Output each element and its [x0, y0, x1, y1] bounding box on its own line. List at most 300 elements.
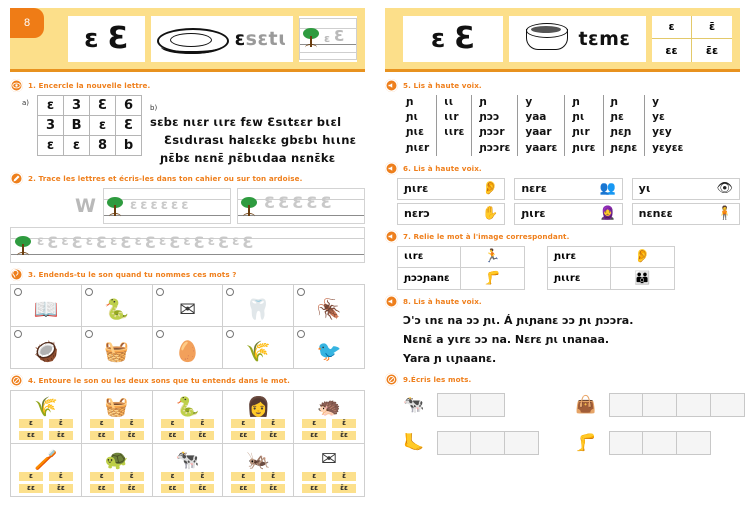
word-label: nɛnɛɛ — [638, 207, 673, 221]
syllable: ɩɩ — [444, 96, 454, 108]
word-label: nɛrɛ — [521, 182, 547, 196]
trace-letter: Ɛ — [71, 233, 83, 253]
sound-option[interactable]: ɛ — [161, 419, 185, 428]
sound-option[interactable]: ɛɛ — [90, 484, 114, 493]
sound-choice-cell[interactable] — [294, 391, 365, 444]
sound-option[interactable]: ɛ̄ — [49, 419, 73, 428]
exercise-4-grid[interactable] — [10, 390, 365, 497]
word-image-box[interactable] — [514, 203, 622, 225]
word-image-box[interactable] — [397, 178, 505, 200]
exercise-3-head — [10, 268, 365, 281]
header-word-box — [509, 16, 646, 62]
image-cell[interactable] — [294, 285, 365, 327]
eye-icon: 👁 — [716, 181, 733, 197]
syllable: ɩɩrɛ — [444, 126, 465, 139]
grid-cell[interactable]: ɛ — [90, 116, 116, 136]
snake-icon: 🐍 — [104, 296, 130, 321]
match-word[interactable]: ɲɩɩrɛ — [547, 268, 611, 290]
letter-lowercase: ɛ — [84, 23, 99, 54]
coconut-icon: 🥥 — [33, 338, 59, 363]
trace-letter: Ɛ — [169, 233, 181, 253]
sound-option[interactable]: ɛ̄ɛ — [261, 484, 285, 493]
exercise-9-head — [385, 373, 740, 386]
grid-cell[interactable]: Ɛ — [116, 116, 142, 136]
syllable: yɛy — [652, 126, 672, 139]
trace-letter: Ɛ — [217, 233, 230, 253]
trace-box-lowercase[interactable] — [103, 188, 231, 224]
match-word[interactable]: ɲɔɔɲanɛ — [397, 268, 461, 290]
letter-box[interactable] — [471, 431, 505, 455]
syllable: ɲɔɔ — [479, 111, 500, 124]
image-cell[interactable] — [82, 285, 153, 327]
trace-letter: ɛ — [232, 234, 240, 250]
right-page — [375, 0, 750, 530]
exercise-5-head — [385, 79, 740, 92]
eye-icon — [10, 79, 23, 92]
exercise-3-title: 3. Endends-tu le son quand tu nommes ces mots ? — [28, 270, 237, 280]
syllable: ɲɩr — [572, 126, 590, 139]
sugarcane-icon: 🌾 — [34, 395, 58, 418]
image-cell[interactable] — [11, 327, 82, 369]
sound-option[interactable]: ɛ — [19, 472, 43, 481]
word-label: yɩ — [638, 182, 651, 196]
pencil-circle-icon — [10, 374, 23, 387]
left-header-band — [10, 8, 365, 72]
word-image-box[interactable] — [397, 203, 505, 225]
sound-option[interactable]: ɛ̄ — [190, 472, 214, 481]
pencil-icon — [10, 172, 23, 185]
exercise-2 — [10, 172, 365, 263]
basket-icon — [524, 22, 570, 56]
match-group-right[interactable] — [547, 246, 675, 290]
foot-icon: 🦶 — [403, 432, 425, 453]
sound-option[interactable]: ɛɛ — [90, 431, 114, 440]
trace-letter: ɛ — [183, 234, 191, 250]
letter-boxes[interactable] — [609, 431, 711, 455]
sound-options[interactable] — [13, 472, 79, 493]
toothbrush-icon: 🪥 — [34, 448, 58, 471]
sound-choice-cell[interactable] — [11, 391, 82, 444]
syllable: ɲ — [406, 96, 414, 108]
letter-box[interactable] — [677, 393, 711, 417]
trace-letter: ɛ — [61, 234, 69, 250]
exercise-3-image-grid[interactable] — [10, 284, 365, 369]
basket-icon: 🧺 — [104, 395, 129, 418]
sound-options[interactable] — [155, 419, 221, 440]
header-word-box — [151, 16, 293, 62]
word-line: sɛbɛ nɩɛr ɩɩrɛ fɛw Ɛsɩtɛɛr bɩɛl — [150, 115, 342, 129]
grid-cell[interactable]: 6 — [116, 96, 142, 116]
exercise-1-body — [10, 95, 365, 167]
syllable: yɛ — [652, 111, 665, 124]
sound-option[interactable]: ɛ — [231, 419, 255, 428]
eggs-icon: 🥚 — [175, 338, 200, 363]
grid-cell[interactable]: ɛ — [38, 96, 64, 116]
exercise-9-left-column[interactable] — [397, 390, 539, 458]
syllable: ɲɔɔr — [479, 126, 505, 139]
match-word-column[interactable] — [547, 246, 611, 290]
grid-cell[interactable]: b — [116, 136, 142, 156]
sound-option[interactable]: ɛ̄ɛ — [49, 431, 73, 440]
sound-option[interactable]: ɛ — [90, 472, 114, 481]
trace-letter: ɛ — [37, 234, 45, 250]
person-carrying-icon: 🧍 — [716, 206, 733, 222]
trace-letter: ɛ — [181, 198, 189, 214]
trace-letter: Ɛ — [47, 233, 59, 253]
sound-option[interactable]: ɛ — [19, 419, 43, 428]
trace-letter: Ɛ — [144, 233, 156, 253]
exercise-1-label-b: b) — [150, 104, 158, 112]
exercise-6-head — [385, 162, 740, 175]
plate-icon — [157, 24, 227, 54]
trace-letter: Ɛ — [264, 193, 276, 213]
match-image-column[interactable] — [461, 246, 525, 290]
trace-box-full-line[interactable] — [10, 227, 365, 263]
exercise-4-head — [10, 374, 365, 387]
trace-box-uppercase[interactable] — [237, 188, 365, 224]
sound-option[interactable]: ɛ̄ — [120, 472, 144, 481]
trace-letter: ɛ — [160, 198, 168, 214]
letter-box[interactable] — [609, 431, 643, 455]
trace-letter: ɛ — [150, 198, 158, 214]
sound-options[interactable] — [84, 472, 150, 493]
legs-icon: 🦵 — [575, 432, 597, 453]
letter-box[interactable] — [711, 393, 745, 417]
speaker-icon — [385, 230, 398, 243]
letter-lowercase: ɛ — [430, 23, 446, 54]
sound-choice-cell[interactable] — [82, 391, 153, 444]
word-label: nɛrɔ — [404, 207, 430, 221]
exercise-1 — [10, 79, 365, 167]
sound-option[interactable]: ɛ̄ — [49, 472, 73, 481]
cow-icon: 🐄 — [403, 394, 425, 415]
trace-letter: Ɛ — [242, 233, 254, 253]
exercise-2-top-row — [10, 188, 365, 224]
trace-letter: Ɛ — [320, 193, 332, 213]
exercise-6-title: 6. Lis à haute voix. — [403, 163, 482, 173]
exercise-9 — [385, 373, 740, 458]
word-label: ɲɩrɛ — [521, 207, 546, 221]
exercise-7 — [385, 230, 740, 290]
trace-letter: Ɛ — [96, 233, 108, 253]
syllable: y — [652, 96, 660, 108]
header-word: tɛmɛ — [578, 27, 631, 50]
trace-letter: ɛ — [140, 198, 148, 214]
turtle-icon: 🐢 — [104, 448, 129, 471]
sound-options[interactable] — [84, 419, 150, 440]
pencil-circle-icon — [385, 373, 398, 386]
syllable: ɲɛɲ — [610, 126, 632, 139]
exercise-9-title: 9.Écris les mots. — [403, 374, 472, 384]
trace-letter: ɛ — [110, 234, 118, 250]
exercise-9-right-column[interactable] — [569, 390, 745, 458]
sound-option[interactable]: ɛɛ — [19, 484, 43, 493]
image-cell[interactable] — [82, 327, 153, 369]
sound-options[interactable] — [296, 419, 362, 440]
header-letter-box — [403, 16, 503, 62]
cow-icon: 🐄 — [175, 448, 200, 471]
passage-line: Ɔ'ɔ ɩnɛ na ɔɔ ɲɩ. Á ɲɩɲanɛ ɔɔ ɲɩ ɲɔɔra. — [403, 313, 634, 327]
syllable: ɲɩ — [572, 111, 585, 124]
exercise-8-title: 8. Lis à haute voix. — [403, 296, 482, 306]
ear-icon — [10, 268, 23, 281]
exercise-6-rows — [385, 178, 740, 225]
exercise-8-head — [385, 295, 740, 308]
word-row — [397, 178, 740, 200]
syllable-column — [518, 95, 565, 156]
ear-icon: 👂 — [482, 181, 499, 197]
sound-option[interactable]: ɛɛ — [302, 431, 326, 440]
sound-choice-cell[interactable] — [294, 444, 365, 497]
matching-area[interactable] — [385, 246, 740, 290]
letter-box[interactable] — [471, 393, 505, 417]
right-header-band — [385, 8, 740, 72]
sound-option[interactable]: ɛ — [231, 472, 255, 481]
image-cell[interactable] — [294, 327, 365, 369]
exercise-1-title: 1. Encercle la nouvelle lettre. — [28, 81, 151, 90]
sound-choice-cell[interactable] — [223, 391, 294, 444]
letter-boxes[interactable] — [437, 431, 539, 455]
grid-cell[interactable]: 8 — [90, 136, 116, 156]
trace-letter: ɛ — [158, 234, 167, 250]
exercise-2-title: 2. Trace les lettres et écris-les dans ton cahier ou sur ton ardoise. — [28, 174, 303, 184]
trace-letter: ɛ — [207, 234, 215, 250]
exercise-1-head — [10, 79, 365, 92]
letter-box[interactable] — [437, 431, 471, 455]
letter-paper-icon: ✉ — [179, 296, 196, 321]
header-sound-grid — [652, 16, 732, 62]
sound-option[interactable]: ɛɛ — [302, 484, 326, 493]
sound-option[interactable]: ɛɛ — [231, 484, 255, 493]
exercise-2-head — [10, 172, 365, 185]
exercise-4 — [10, 374, 365, 497]
sound-cell: ɛ̄ɛ — [705, 43, 719, 57]
grasshopper-icon: 🦗 — [246, 448, 271, 471]
letter-grid[interactable] — [37, 95, 142, 156]
trace-letter: ɛ — [171, 198, 179, 214]
people-icon: 👥 — [599, 181, 616, 197]
legs-icon[interactable]: 🦵 — [461, 268, 525, 290]
image-cell[interactable] — [153, 285, 224, 327]
word-line: Ɛsɩdɩrasɩ halɛɛkɛ gbɛbɩ hɩɩnɛ — [164, 132, 357, 147]
letter-uppercase: Ɛ — [454, 20, 476, 56]
image-cell[interactable] — [153, 327, 224, 369]
sound-option[interactable]: ɛ — [90, 419, 114, 428]
sound-option[interactable]: ɛ̄ɛ — [120, 484, 144, 493]
syllable: ɩɩr — [444, 111, 459, 124]
sound-option[interactable]: ɛ̄ — [261, 472, 285, 481]
page-number-tab: 8 — [10, 8, 44, 38]
woman-washing-icon: 🧕 — [599, 206, 616, 222]
letter-box[interactable] — [505, 431, 539, 455]
match-word-column[interactable] — [397, 246, 461, 290]
grid-cell[interactable]: 3 — [38, 116, 64, 136]
ear-icon[interactable]: 👂 — [611, 246, 675, 268]
syllable: ɲɛ — [610, 111, 624, 124]
exercise-8 — [385, 295, 740, 369]
syllable: ɲ — [572, 96, 580, 108]
sound-options[interactable] — [13, 419, 79, 440]
sound-option[interactable]: ɛ̄ɛ — [49, 484, 73, 493]
letter-box[interactable] — [609, 393, 643, 417]
match-group-left[interactable] — [397, 246, 525, 290]
sound-options[interactable] — [225, 419, 291, 440]
syllable: ɲɩ — [406, 111, 419, 124]
word-row — [397, 203, 740, 225]
sound-option[interactable]: ɛ — [302, 419, 326, 428]
trace-letter: Ɛ — [120, 233, 132, 253]
syllable: ɲɩrɛ — [572, 141, 596, 154]
sound-choice-cell[interactable] — [153, 391, 224, 444]
exercise-4-title: 4. Entoure le son ou les deux sons que tu entends dans le mot. — [28, 376, 290, 386]
match-word[interactable]: ɲɩrɛ — [547, 246, 611, 268]
exercise-5 — [385, 79, 740, 156]
sound-option[interactable]: ɛ̄ɛ — [190, 431, 214, 440]
speaker-icon — [385, 162, 398, 175]
trace-letter: Ɛ — [306, 193, 318, 213]
tree-writing-guide-icon: ɛ Ɛ — [299, 16, 357, 62]
write-word-row[interactable] — [397, 390, 539, 420]
speaker-icon — [385, 79, 398, 92]
sound-option[interactable]: ɛ̄ — [120, 419, 144, 428]
letter-uppercase: Ɛ — [107, 20, 129, 56]
trace-letter: ɛ — [130, 198, 138, 214]
bag-icon: 👜 — [575, 394, 597, 415]
sound-option[interactable]: ɛ̄ɛ — [332, 431, 356, 440]
sound-choice-cell[interactable] — [82, 444, 153, 497]
exercise-1-words — [150, 95, 356, 167]
trace-letter: ɛ — [134, 234, 142, 250]
write-word-row[interactable] — [397, 428, 539, 458]
sound-cell: ɛɛ — [652, 39, 692, 62]
word-label: ɲɩrɛ — [404, 182, 429, 196]
exercise-7-head — [385, 230, 740, 243]
letter-box[interactable] — [643, 431, 677, 455]
write-word-row[interactable] — [569, 390, 745, 420]
trace-letter: Ɛ — [292, 193, 304, 213]
syllable — [444, 141, 464, 156]
write-word-row[interactable] — [569, 428, 745, 458]
trace-letter: Ɛ — [278, 193, 290, 213]
sound-option[interactable]: ɛ̄ — [332, 472, 356, 481]
image-cell[interactable] — [223, 327, 294, 369]
exercise-6 — [385, 162, 740, 225]
sound-options[interactable] — [225, 472, 291, 493]
letter-box[interactable] — [437, 393, 471, 417]
sound-options[interactable] — [155, 472, 221, 493]
syllable-column — [645, 95, 690, 156]
sound-option[interactable]: ɛ̄ɛ — [190, 484, 214, 493]
hedgehog-icon: 🦔 — [317, 395, 341, 418]
letter-box[interactable] — [677, 431, 711, 455]
syllable: ɲ — [479, 96, 487, 108]
syllable: ɲɔɔrɛ — [479, 141, 511, 154]
basket-weave-icon: 🧺 — [104, 338, 130, 363]
match-image-column[interactable] — [611, 246, 675, 290]
syllable: yaa — [525, 111, 547, 124]
passage-line: Nɛnɛ̄ a yɩrɛ ɔɔ na. Nɛrɛ ɲɩ ɩnanaa. — [403, 333, 610, 347]
hand-icon: ✋ — [482, 206, 499, 222]
grid-cell[interactable]: 3 — [64, 96, 90, 116]
syllable: yɛyɛɛ — [652, 141, 684, 154]
sound-option[interactable]: ɛ̄ɛ — [261, 431, 285, 440]
word-image-box[interactable] — [632, 178, 740, 200]
person-running-icon[interactable]: 🏃 — [461, 246, 525, 268]
trace-letter: ɛ — [85, 234, 94, 250]
syllable: y — [525, 96, 533, 108]
letter-box[interactable] — [643, 393, 677, 417]
syllable: ɲɩɛr — [406, 141, 430, 154]
sound-choice-cell[interactable] — [223, 444, 294, 497]
speaker-icon — [385, 295, 398, 308]
reading-passage — [385, 311, 740, 369]
exercise-1-label-a: a) — [22, 99, 30, 107]
bird-icon: 🐦 — [316, 338, 342, 363]
exercise-9-body[interactable] — [385, 390, 740, 458]
header-word: ɛsɛtɩ — [234, 27, 287, 50]
syllable: ɲɛɲɛ — [610, 141, 638, 154]
sound-option[interactable]: ɛ — [302, 472, 326, 481]
sound-option[interactable]: ɛɛ — [161, 484, 185, 493]
grid-cell[interactable]: ɛ — [38, 136, 64, 156]
sound-cell: ɛ — [652, 16, 692, 39]
sound-option[interactable]: ɛɛ — [231, 431, 255, 440]
sound-choice-cell[interactable] — [11, 444, 82, 497]
letter-boxes[interactable] — [437, 393, 505, 417]
tooth-icon: 🦷 — [245, 296, 271, 321]
word-image-box[interactable] — [514, 178, 622, 200]
word-image-box[interactable] — [632, 203, 740, 225]
syllable-column — [604, 95, 646, 156]
w-trace-glyph: W — [75, 195, 96, 218]
exercise-5-title: 5. Lis à haute voix. — [403, 81, 482, 90]
syllable: ɲɩɛ — [406, 126, 424, 139]
sound-option[interactable]: ɛ̄ɛ — [120, 431, 144, 440]
sound-option[interactable]: ɛ̄ — [261, 419, 285, 428]
match-word[interactable]: ɩɩrɛ — [397, 246, 461, 268]
image-cell[interactable] — [11, 285, 82, 327]
header-letter-box — [68, 16, 145, 62]
word-line: ɲɛ̄bɛ nɛnɛ̄ ɲɛ̄bɩɩdaa nɛnɛ̄kɛ — [160, 150, 336, 165]
image-cell[interactable] — [223, 285, 294, 327]
sound-option[interactable]: ɛ̄ — [190, 419, 214, 428]
syllable-table — [385, 95, 740, 156]
sound-options[interactable] — [296, 472, 362, 493]
syllable-column — [437, 95, 472, 156]
letter-boxes[interactable] — [609, 393, 745, 417]
letter-paper-icon: ✉ — [321, 448, 338, 471]
sound-option[interactable]: ɛ̄ — [332, 419, 356, 428]
mother-child-icon[interactable]: 👪 — [611, 268, 675, 290]
grid-cell[interactable]: ɛ — [64, 136, 90, 156]
sound-option[interactable]: ɛɛ — [161, 431, 185, 440]
sound-option[interactable]: ɛɛ — [19, 431, 43, 440]
grid-cell[interactable]: B — [64, 116, 90, 136]
cockroach-icon: 🪳 — [316, 296, 342, 321]
sound-option[interactable]: ɛ — [161, 472, 185, 481]
grid-cell[interactable]: Ɛ — [90, 96, 116, 116]
sound-choice-cell[interactable] — [153, 444, 224, 497]
exercise-7-title: 7. Relie le mot à l'image correspondant. — [403, 231, 570, 241]
syllable: ɲ — [610, 96, 619, 108]
sound-option[interactable]: ɛ̄ɛ — [332, 484, 356, 493]
syllable-column — [399, 95, 437, 156]
syllable: yaarɛ — [525, 141, 558, 154]
snake-icon: 🐍 — [175, 395, 200, 418]
exercise-3 — [10, 268, 365, 369]
woman-icon: 👩 — [246, 395, 271, 418]
syllable-column — [472, 95, 518, 156]
